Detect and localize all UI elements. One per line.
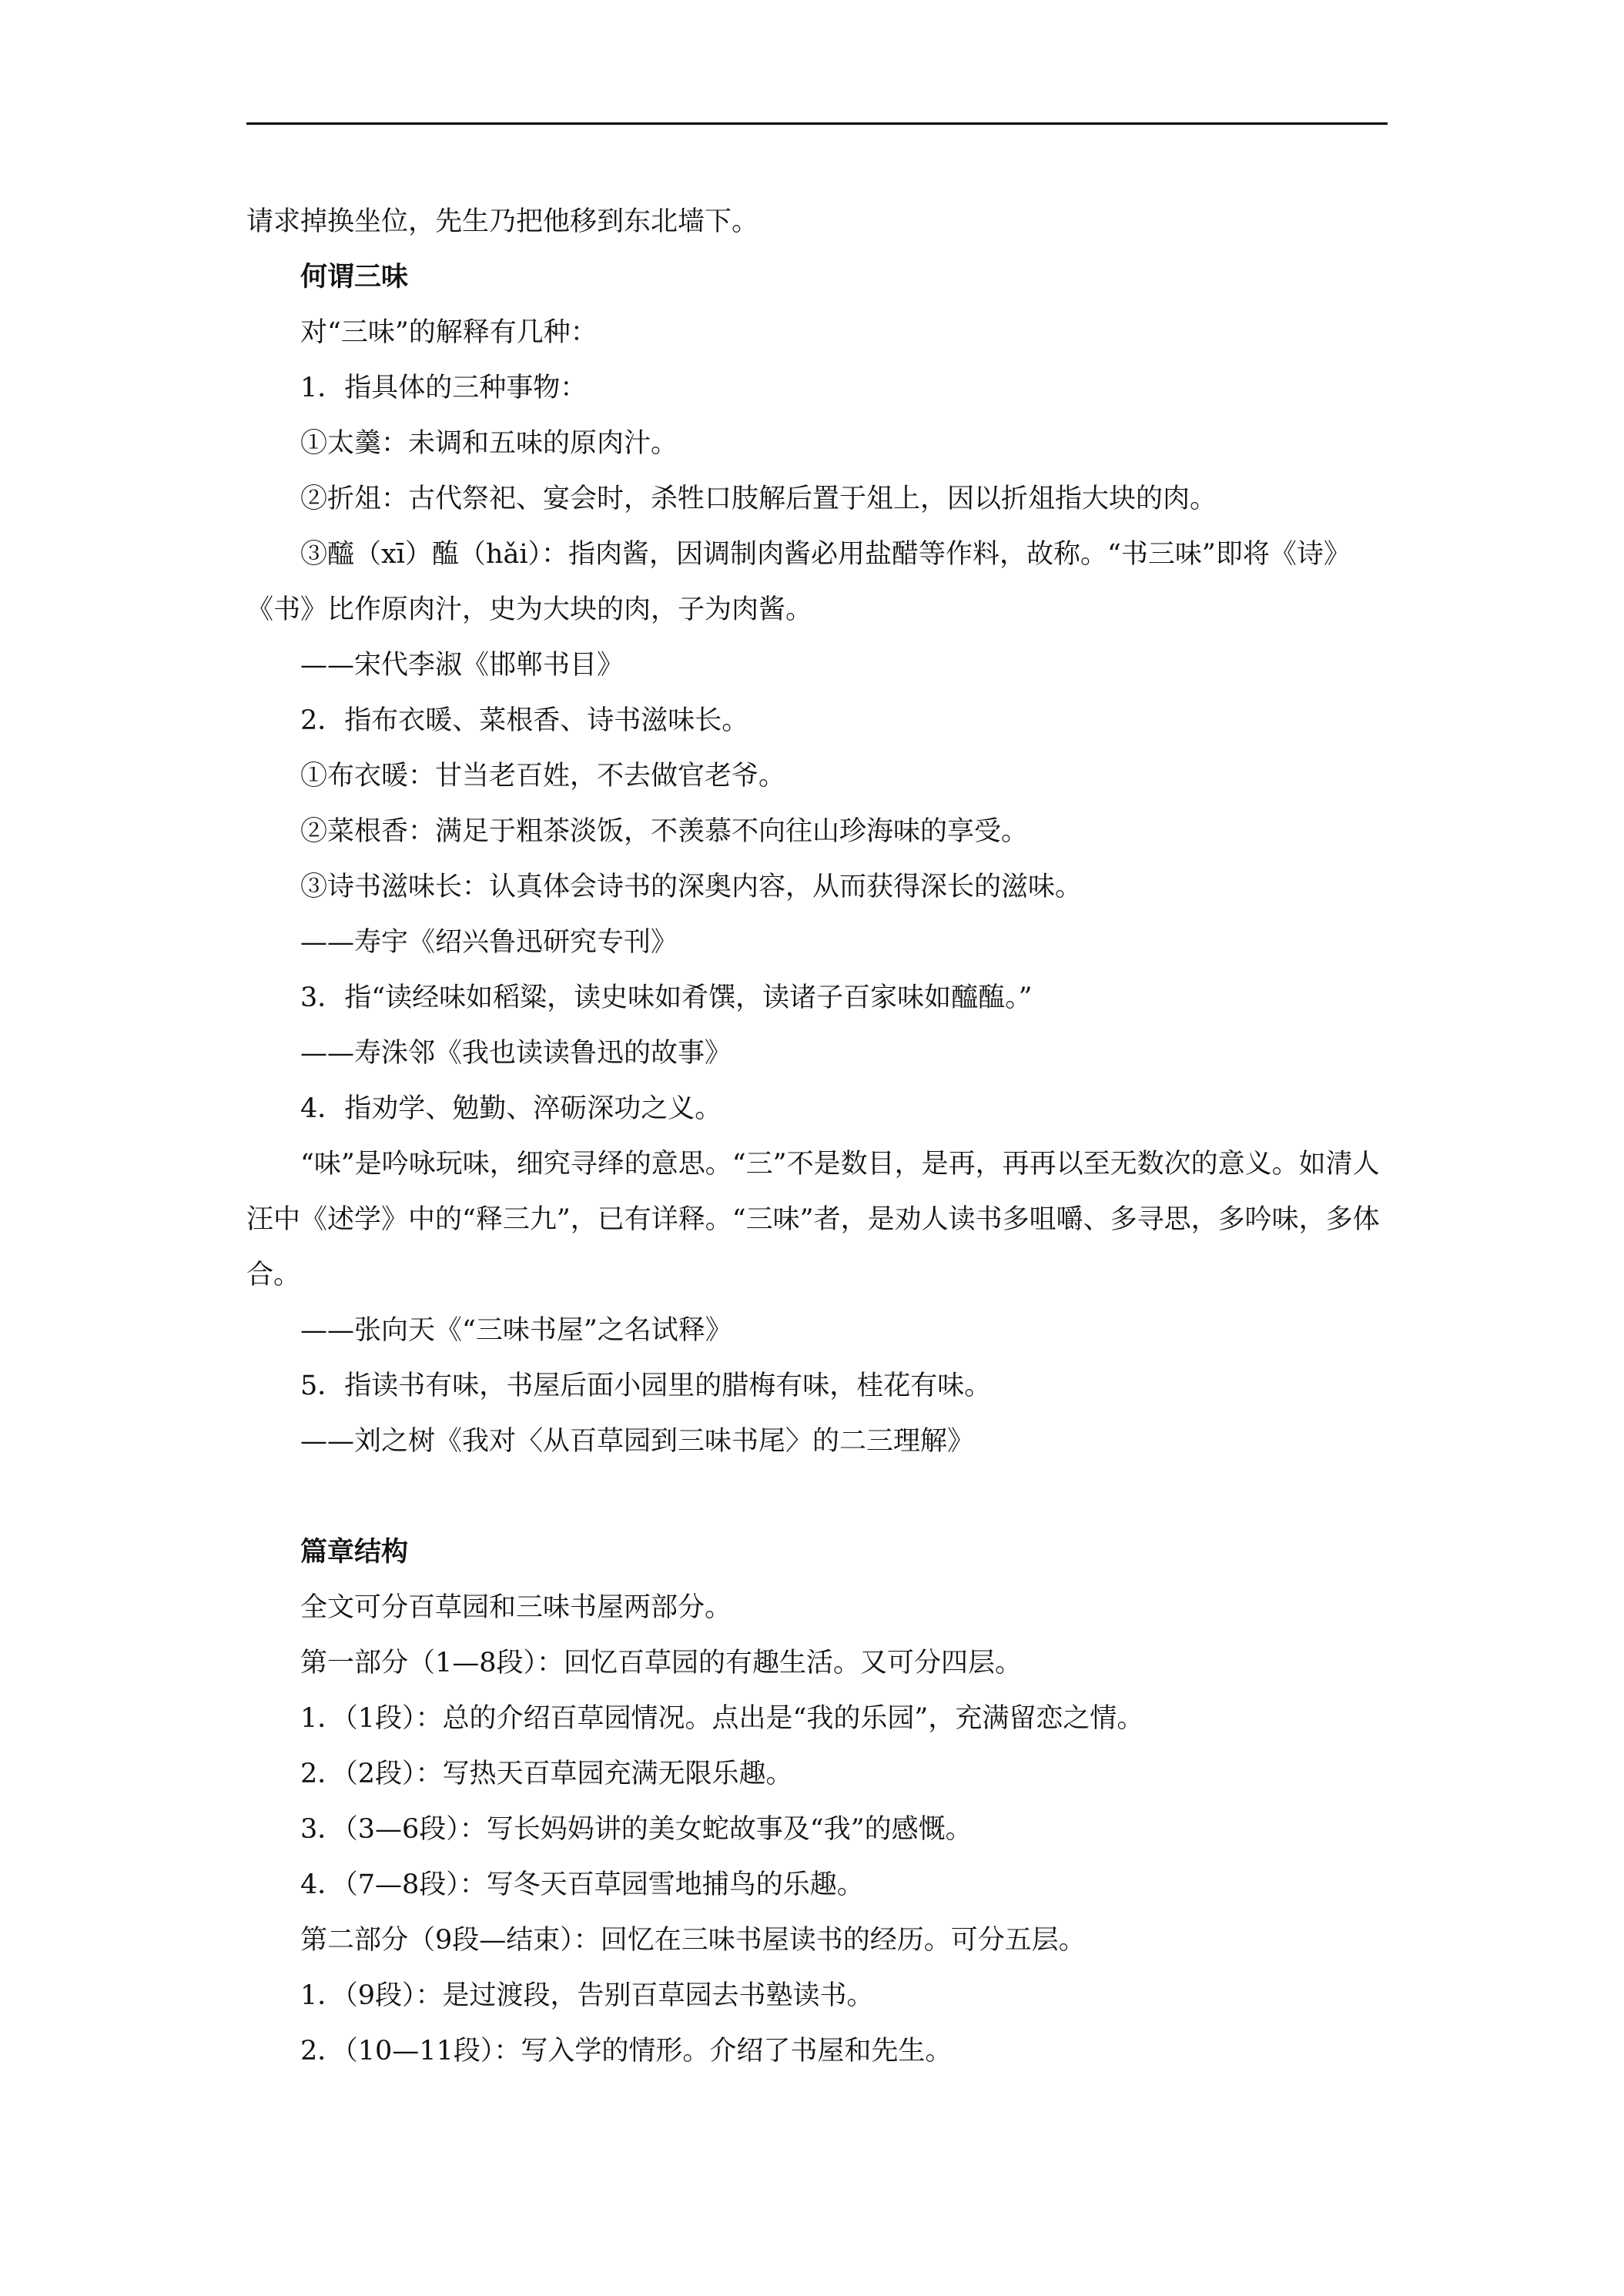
list-item: 3．指“读经味如稻粱，读史味如肴馔，读诸子百家味如醯醢。”: [300, 982, 1033, 1013]
section-heading-structure: 篇章结构: [300, 1536, 409, 1568]
list-item: 1．指具体的三种事物：: [300, 373, 588, 403]
citation: ——寿宇《绍兴鲁迅研究专刊》: [300, 927, 678, 958]
list-item: 1．（9段）：是过渡段，告别百草园去书塾读书。: [300, 1980, 874, 2011]
list-item: 3．（3—6段）：写长妈妈讲的美女蛇故事及“我”的感慨。: [300, 1814, 973, 1845]
citation: ——张向天《“三味书屋”之名试释》: [300, 1315, 732, 1346]
paragraph-continuation: 请求掉换坐位，先生乃把他移到东北墙下。: [246, 206, 759, 237]
citation: ——宋代李淑《邯郸书目》: [300, 650, 624, 681]
document-body: [246, 194, 1388, 2079]
header-rule: [246, 122, 1388, 125]
sub-item: ①布衣暖：甘当老百姓，不去做官老爷。: [300, 761, 786, 792]
list-item: 2．（10—11段）：写入学的情形。介绍了书屋和先生。: [300, 2036, 953, 2067]
citation: ——刘之树《我对〈从百草园到三味书尾〉的二三理解》: [300, 1426, 975, 1457]
sub-item: ③诗书滋味长：认真体会诗书的深奥内容，从而获得深长的滋味。: [300, 872, 1083, 902]
sub-item: ①太羹：未调和五味的原肉汁。: [300, 428, 678, 459]
list-item: 2．（2段）：写热天百草园充满无限乐趣。: [300, 1759, 793, 1789]
sub-item: ③醯（xī）醢（hǎi）：指肉酱，因调制肉酱必用盐醋等作料，故称。“书三味”即将《诗》《书》比作原肉汁，史为大块的肉，子为肉酱。: [246, 539, 1351, 625]
sub-item: ②折俎：古代祭祀、宴会时，杀牲口肢解后置于俎上，因以折俎指大块的肉。: [300, 484, 1217, 514]
paragraph: 对“三味”的解释有几种：: [300, 317, 598, 348]
section-heading-sanwei: 何谓三味: [300, 261, 409, 293]
paragraph: 第二部分（9段—结束）：回忆在三味书屋读书的经历。可分五层。: [300, 1925, 1086, 1956]
list-item: 4．指劝学、勉勤、淬砺深功之义。: [300, 1093, 722, 1124]
paragraph: 第一部分（1—8段）：回忆百草园的有趣生活。又可分四层。: [300, 1648, 1023, 1678]
list-item: 4．（7—8段）：写冬天百草园雪地捕鸟的乐趣。: [300, 1869, 864, 1900]
list-item: 1．（1段）：总的介绍百草园情况。点出是“我的乐园”，充满留恋之情。: [300, 1703, 1144, 1734]
list-item: 2．指布衣暖、菜根香、诗书滋味长。: [300, 705, 749, 736]
blank-line: [246, 1469, 1388, 1525]
paragraph: 全文可分百草园和三味书屋两部分。: [300, 1592, 732, 1623]
citation: ——寿洙邻《我也读读鲁迅的故事》: [300, 1038, 732, 1069]
sub-item: ②菜根香：满足于粗茶淡饭，不羡慕不向往山珍海味的享受。: [300, 816, 1029, 847]
paragraph: “味”是吟咏玩味，细究寻绎的意思。“三”不是数目，是再，再再以至无数次的意义。如清人汪中《述学》中的“释三九”，已有详释。“三味”者，是劝人读书多咀嚼、多寻思，多吟味，多体合。: [246, 1149, 1380, 1290]
list-item: 5．指读书有味，书屋后面小园里的腊梅有味，桂花有味。: [300, 1371, 992, 1401]
